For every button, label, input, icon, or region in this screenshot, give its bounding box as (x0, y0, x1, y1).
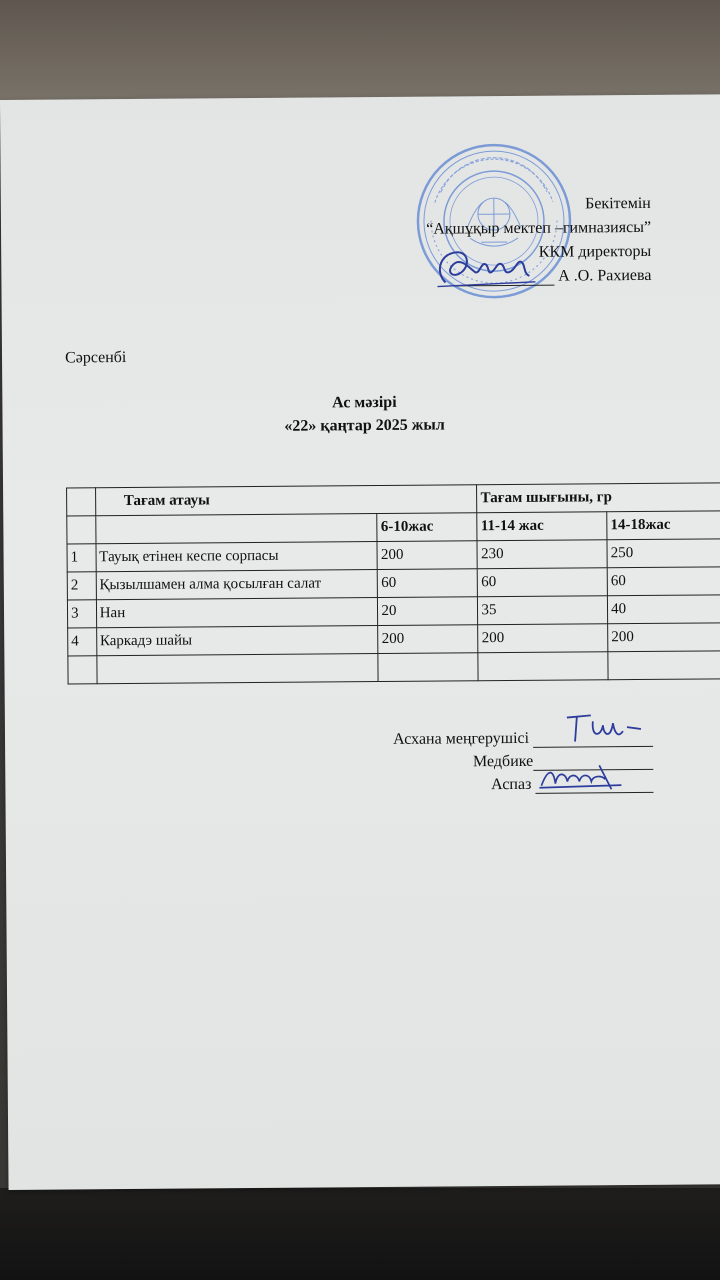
director-signature-icon (431, 242, 541, 293)
amount-age-2: 200 (478, 624, 608, 653)
amount-age-2: 230 (477, 540, 607, 569)
menu-date: «22» қаңтар 2025 жыл (284, 416, 445, 435)
kitchen-head-label: Асхана меңгерушісі (393, 729, 530, 748)
amount-age-3: 60 (607, 567, 720, 596)
row-number: 3 (67, 600, 96, 628)
dish-name: Тауық етінен кеспе сорпасы (96, 542, 378, 572)
background-bottom (0, 1188, 720, 1280)
approval-line-1: Бекітемін (585, 194, 651, 213)
kitchen-head-signature-icon (557, 707, 653, 748)
document-page (0, 94, 720, 1190)
consumption-header: Тағам шығыны, гр (477, 483, 720, 513)
weekday: Сәрсенбі (64, 349, 127, 367)
amount-age-1: 200 (378, 625, 478, 654)
row-number: 1 (67, 544, 96, 572)
menu-title: Ас мәзірі (332, 393, 397, 412)
age-group-3: 14-18жас (607, 511, 720, 540)
dish-name: Каркадэ шайы (96, 626, 378, 656)
cook-label: Аспаз (491, 775, 532, 794)
amount-age-3: 200 (608, 623, 720, 652)
amount-age-1: 60 (378, 569, 478, 598)
amount-age-3: 250 (607, 539, 720, 568)
amount-age-1: 200 (377, 541, 477, 570)
director-name: А .О. Рахиева (558, 266, 652, 285)
table-row-empty (68, 651, 720, 684)
amount-age-2: 60 (478, 568, 608, 597)
dish-name-header: Тағам атауы (95, 485, 477, 516)
age-group-2: 11-14 жас (477, 512, 607, 541)
amount-age-3: 40 (608, 595, 720, 624)
dish-name: Қызылшамен алма қосылған салат (96, 570, 378, 600)
menu-table (66, 482, 720, 684)
approval-line-3: ККМ директоры (538, 242, 652, 261)
cook-signature-icon (535, 755, 625, 796)
row-number: 4 (68, 628, 97, 656)
amount-age-1: 20 (378, 597, 478, 626)
nurse-label: Медбике (472, 752, 534, 771)
amount-age-2: 35 (478, 596, 608, 625)
approval-line-2: “Ақшұқыр мектеп –гимназиясы” (426, 218, 652, 238)
row-number: 2 (67, 572, 96, 600)
age-group-1: 6-10жас (377, 513, 477, 542)
dish-name: Нан (96, 598, 378, 628)
